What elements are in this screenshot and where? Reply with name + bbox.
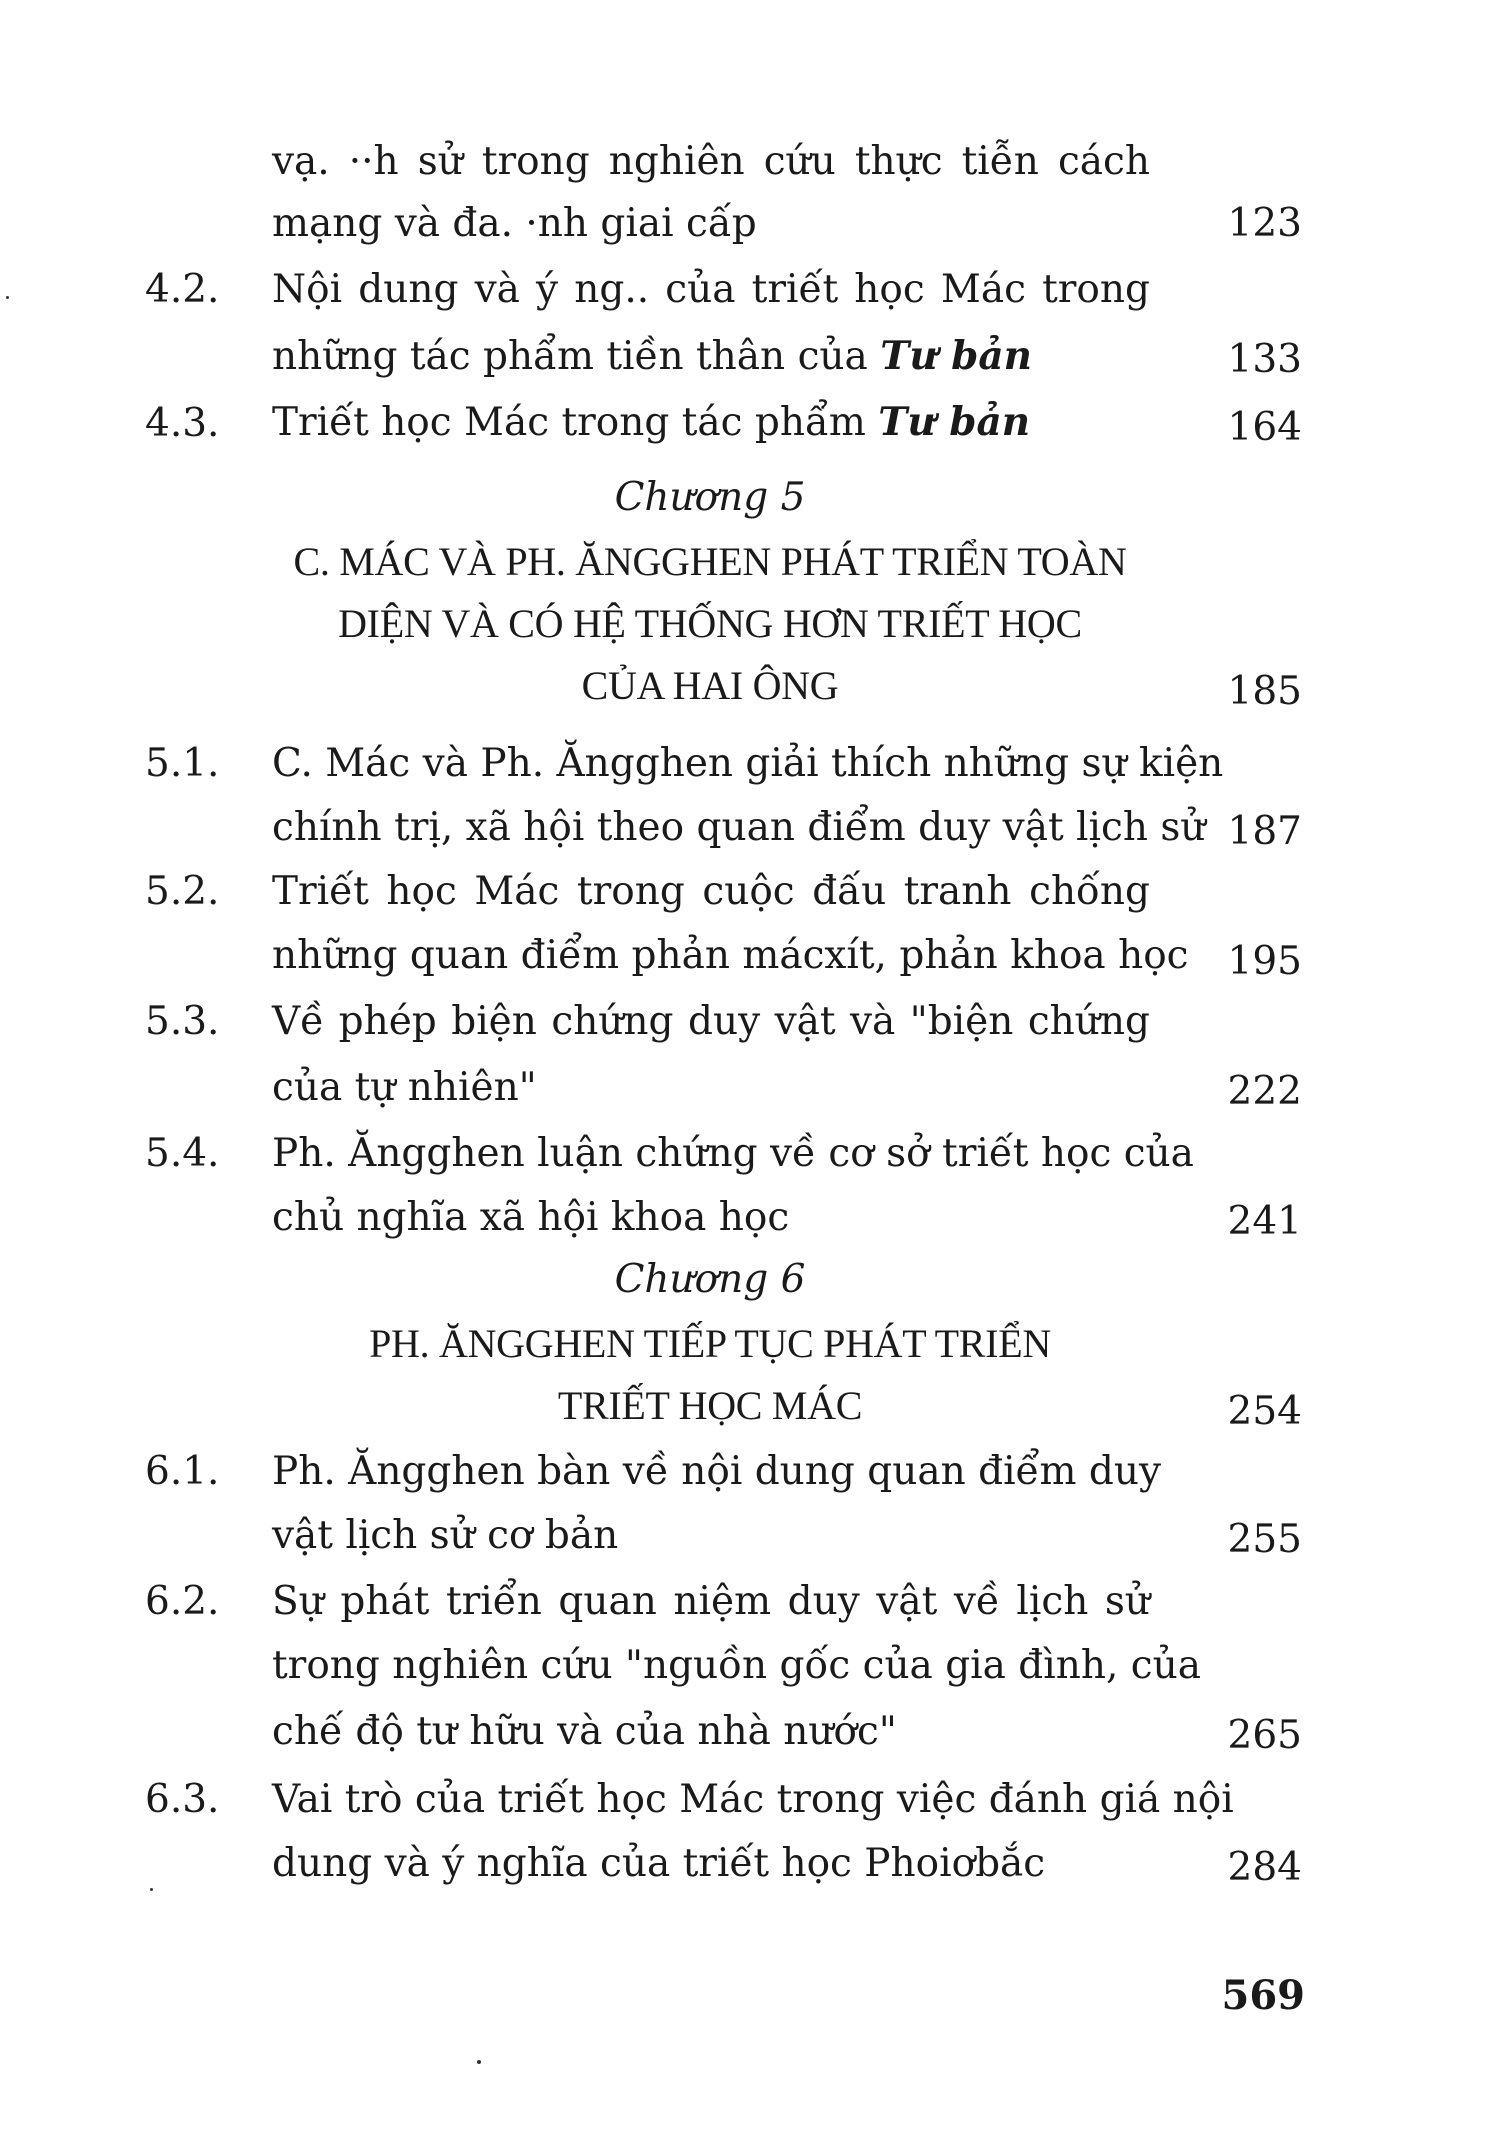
chapter-5-title-line-2: DIỆN VÀ CÓ HỆ THỐNG HƠN TRIẾT HỌC [338,601,1082,646]
toc-entry-4-2-number: 4.2. [145,267,220,312]
toc-entry-6-1-line-1: Ph. Ăngghen bàn về nội dung quan điểm duy [272,1449,1162,1494]
toc-entry-4-3-number: 4.3. [145,401,220,446]
toc-entry-5-2-line-1: Triết học Mác trong cuộc đấu tranh chống [272,869,1150,914]
scan-speck [150,1888,153,1891]
toc-entry-6-3-page: 284 [1227,1845,1302,1890]
toc-entry-5-1-page: 187 [1227,809,1302,854]
toc-entry-continued-line-1: vạ. ··h sử trong nghiên cứu thực tiễn cách [272,139,1150,184]
toc-entry-5-4-page: 241 [1227,1199,1302,1244]
scan-speck [477,2060,481,2064]
toc-entry-6-3-line-2: dung và ý nghĩa của triết học Phoiơbắc [272,1841,1046,1886]
chapter-6-title-line-2: TRIẾT HỌC MÁC [557,1383,863,1428]
toc-entry-4-2-line-2-text: những tác phẩm tiền thân của [272,334,881,379]
toc-entry-6-3-line-1: Vai trò của triết học Mác trong việc đánh giá nội [272,1777,1234,1822]
toc-entry-5-3-line-1: Về phép biện chứng duy vật và "biện chứng [272,999,1150,1044]
chapter-6-page: 254 [1227,1389,1302,1434]
toc-entry-6-1-line-2: vật lịch sử cơ bản [272,1513,619,1558]
toc-entry-4-3-italic-title: Tư bản [878,399,1031,445]
toc-entry-5-4-line-2: chủ nghĩa xã hội khoa học [272,1195,790,1240]
toc-entry-5-1-line-2: chính trị, xã hội theo quan điểm duy vật lịch sử [272,805,1206,850]
toc-entry-4-2-line-2 [272,332,1032,381]
toc-entry-4-3-page: 164 [1227,405,1302,450]
toc-entry-continued-line-2: mạng và đa. ·nh giai cấp [272,201,757,246]
toc-entry-4-3-line-1 [272,398,1030,447]
toc-entry-6-2-page: 265 [1227,1713,1302,1758]
toc-entry-5-4-number: 5.4. [145,1131,220,1176]
toc-entry-5-2-number: 5.2. [145,869,220,914]
toc-entry-6-2-line-2: trong nghiên cứu "nguồn gốc của gia đình, của [272,1643,1201,1688]
toc-entry-6-2-line-1: Sự phát triển quan niệm duy vật về lịch sử [272,1579,1150,1624]
toc-entry-6-1-page: 255 [1227,1517,1302,1562]
chapter-5-label: Chương 5 [614,475,806,520]
toc-entry-6-3-number: 6.3. [145,1777,220,1822]
toc-entry-5-4-line-1: Ph. Ăngghen luận chứng về cơ sở triết học của [272,1131,1194,1176]
toc-entry-5-3-page: 222 [1227,1069,1302,1114]
toc-entry-5-1-number: 5.1. [145,741,220,786]
toc-entry-6-2-number: 6.2. [145,1579,220,1624]
toc-entry-4-2-italic-title: Tư bản [880,333,1033,379]
chapter-5-page: 185 [1227,669,1302,714]
toc-entry-6-2-line-3: chế độ tư hữu và của nhà nước" [272,1709,897,1754]
toc-entry-continued-page: 123 [1227,201,1302,246]
page-number: 569 [1221,1972,1305,2019]
chapter-6-title-line-1: PH. ĂNGGHEN TIẾP TỤC PHÁT TRIỂN [369,1321,1051,1366]
toc-entry-4-2-page: 133 [1227,337,1302,382]
scan-speck [6,296,9,299]
chapter-5-title-line-3: CỦA HAI ÔNG [581,663,839,708]
toc-entry-5-3-line-2: của tự nhiên" [272,1065,537,1110]
toc-entry-4-2-line-1: Nội dung và ý ng.. của triết học Mác trong [272,267,1150,312]
chapter-6-label: Chương 6 [614,1257,806,1302]
toc-entry-5-3-number: 5.3. [145,999,220,1044]
toc-entry-4-3-line-1-text: Triết học Mác trong tác phẩm [272,400,879,445]
chapter-5-title-line-1: C. MÁC VÀ PH. ĂNGGHEN PHÁT TRIỂN TOÀN [293,539,1127,584]
toc-entry-5-2-page: 195 [1227,939,1302,984]
toc-entry-5-1-line-1: C. Mác và Ph. Ăngghen giải thích những sự kiện [272,741,1224,786]
toc-entry-5-2-line-2: những quan điểm phản mácxít, phản khoa học [272,933,1189,978]
toc-entry-6-1-number: 6.1. [145,1449,220,1494]
